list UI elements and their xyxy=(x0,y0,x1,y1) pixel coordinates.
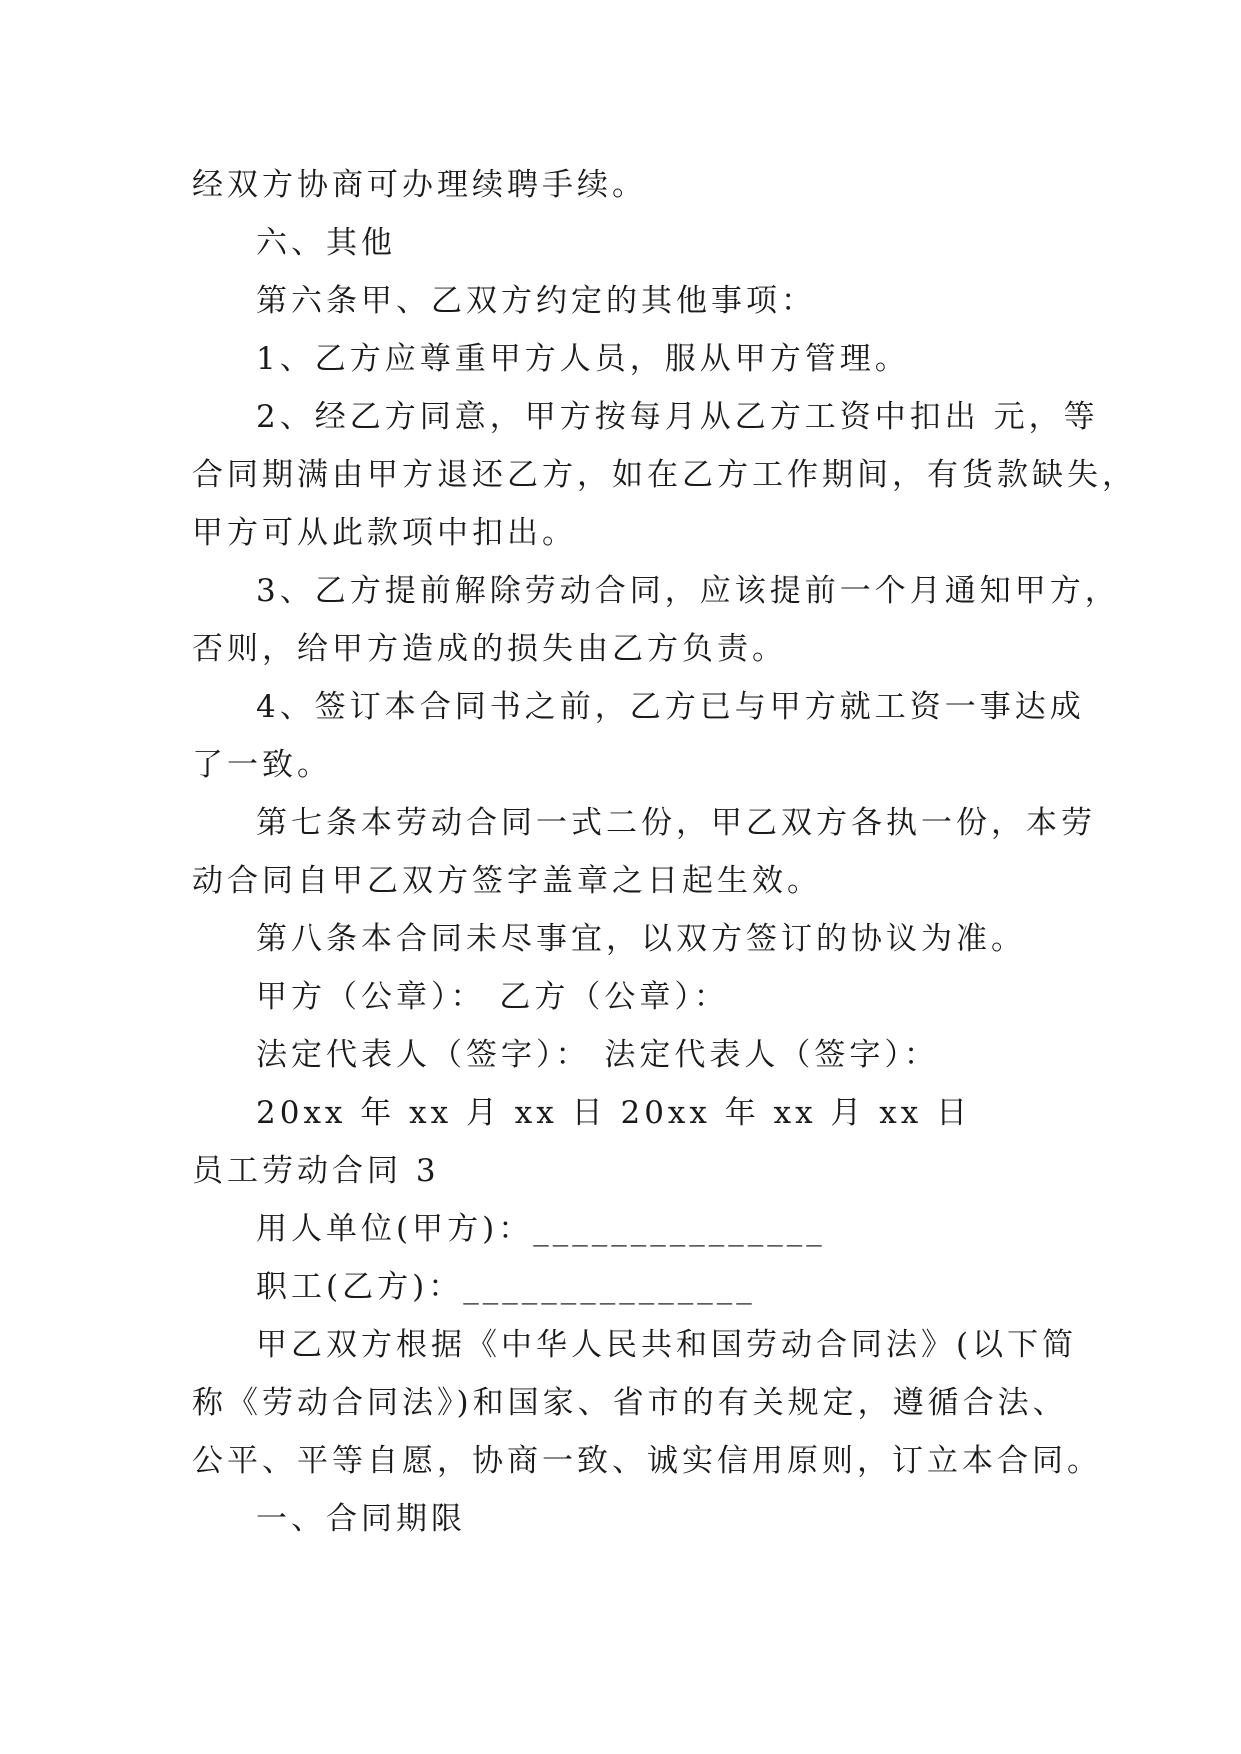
paragraph-line: 称《劳动合同法》)和国家、省市的有关规定，遵循合法、 xyxy=(192,1385,1068,1421)
section-heading: 六、其他 xyxy=(256,225,396,261)
article-line: 第八条本合同未尽事宜，以双方签订的协议为准。 xyxy=(256,921,1026,957)
section-heading: 一、合同期限 xyxy=(256,1501,466,1537)
paragraph-line: 合同期满由甲方退还乙方，如在乙方工作期间，有货款缺失， xyxy=(192,457,1137,493)
paragraph-line: 甲乙双方根据《中华人民共和国劳动合同法》(以下简 xyxy=(256,1327,1078,1363)
list-item: 3、乙方提前解除劳动合同，应该提前一个月通知甲方， xyxy=(256,573,1120,609)
signature-seal-line: 甲方（公章）： 乙方（公章）： xyxy=(256,979,729,1015)
paragraph-line: 公平、平等自愿，协商一致、诚实信用原则，订立本合同。 xyxy=(192,1443,1102,1479)
signature-representative-line: 法定代表人（签字）： 法定代表人（签字）： xyxy=(256,1037,939,1073)
paragraph-line: 否则，给甲方造成的损失由乙方负责。 xyxy=(192,631,787,667)
document-title: 员工劳动合同 3 xyxy=(192,1153,440,1189)
list-item: 1、乙方应尊重甲方人员，服从甲方管理。 xyxy=(256,341,910,377)
paragraph-line: 经双方协商可办理续聘手续。 xyxy=(192,167,647,203)
article-line: 第六条甲、乙双方约定的其他事项： xyxy=(256,283,816,319)
paragraph-line: 甲方可从此款项中扣出。 xyxy=(192,515,577,551)
list-item: 2、经乙方同意，甲方按每月从乙方工资中扣出 元，等 xyxy=(256,399,1099,435)
article-line: 第七条本劳动合同一式二份，甲乙双方各执一份，本劳 xyxy=(256,805,1096,841)
list-item: 4、签订本合同书之前，乙方已与甲方就工资一事达成 xyxy=(256,689,1085,725)
signature-date-line: 20xx 年 xx 月 xx 日 20xx 年 xx 月 xx 日 xyxy=(256,1095,972,1131)
paragraph-line: 动合同自甲乙双方签字盖章之日起生效。 xyxy=(192,863,822,899)
employee-field: 职工(乙方)：_______________ xyxy=(256,1269,756,1305)
employer-field: 用人单位(甲方)：_______________ xyxy=(256,1211,826,1247)
paragraph-line: 了一致。 xyxy=(192,747,332,783)
